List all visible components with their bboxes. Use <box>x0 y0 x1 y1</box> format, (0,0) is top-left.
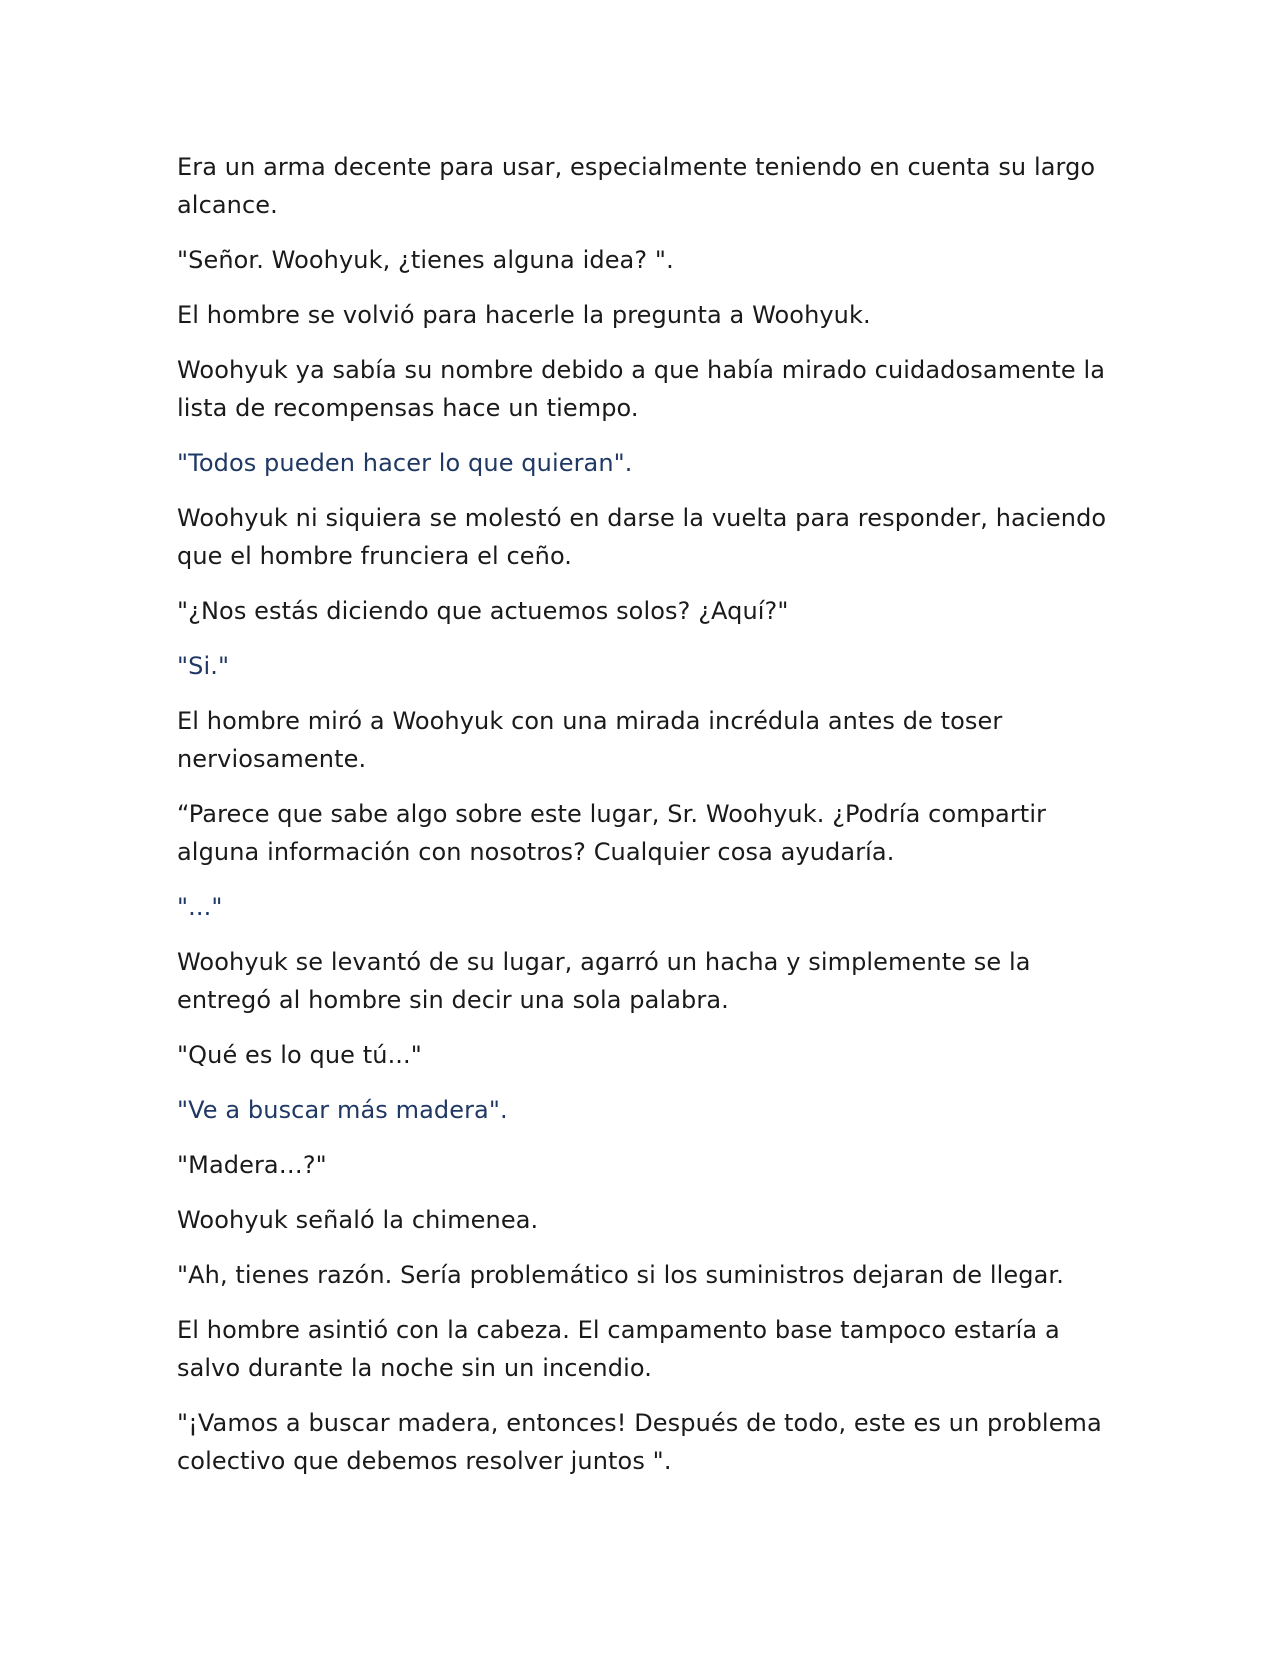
paragraph: "Ah, tienes razón. Sería problemático si los suministros dejaran de llegar. <box>177 1261 1064 1289</box>
paragraph: “Parece que sabe algo sobre este lugar, Sr. Woohyuk. ¿Podría compartir alguna información con nosotros? Cualquier cosa ayudaría. <box>177 800 1047 866</box>
paragraph: El hombre se volvió para hacerle la pregunta a Woohyuk. <box>177 301 871 329</box>
paragraph: Era un arma decente para usar, especialmente teniendo en cuenta su largo alcance. <box>177 153 1096 219</box>
paragraph: Woohyuk señaló la chimenea. <box>177 1206 539 1234</box>
paragraph: "Qué es lo que tú..." <box>177 1041 422 1069</box>
paragraph: Woohyuk ya sabía su nombre debido a que había mirado cuidadosamente la lista de recompensas hace un tiempo. <box>177 356 1106 422</box>
dialogue-paragraph: "Ve a buscar más madera". <box>177 1096 508 1124</box>
paragraph: El hombre miró a Woohyuk con una mirada incrédula antes de toser nerviosamente. <box>177 707 1003 773</box>
paragraph: El hombre asintió con la cabeza. El campamento base tampoco estaría a salvo durante la noche sin un incendio. <box>177 1316 1060 1382</box>
dialogue-paragraph: "..." <box>177 893 223 921</box>
dialogue-paragraph: "Todos pueden hacer lo que quieran". <box>177 449 633 477</box>
paragraph: Woohyuk se levantó de su lugar, agarró un hacha y simplemente se la entregó al hombre sin decir una sola palabra. <box>177 948 1031 1014</box>
dialogue-paragraph: "Si." <box>177 652 230 680</box>
paragraph: "Señor. Woohyuk, ¿tienes alguna idea? ". <box>177 246 674 274</box>
paragraph: "¿Nos estás diciendo que actuemos solos? ¿Aquí?" <box>177 597 789 625</box>
document-body <box>177 148 1107 1497</box>
paragraph: "¡Vamos a buscar madera, entonces! Después de todo, este es un problema colectivo que debemos resolver juntos ". <box>177 1409 1102 1475</box>
paragraph: Woohyuk ni siquiera se molestó en darse la vuelta para responder, haciendo que el hombre frunciera el ceño. <box>177 504 1107 570</box>
paragraph: "Madera…?" <box>177 1151 327 1179</box>
